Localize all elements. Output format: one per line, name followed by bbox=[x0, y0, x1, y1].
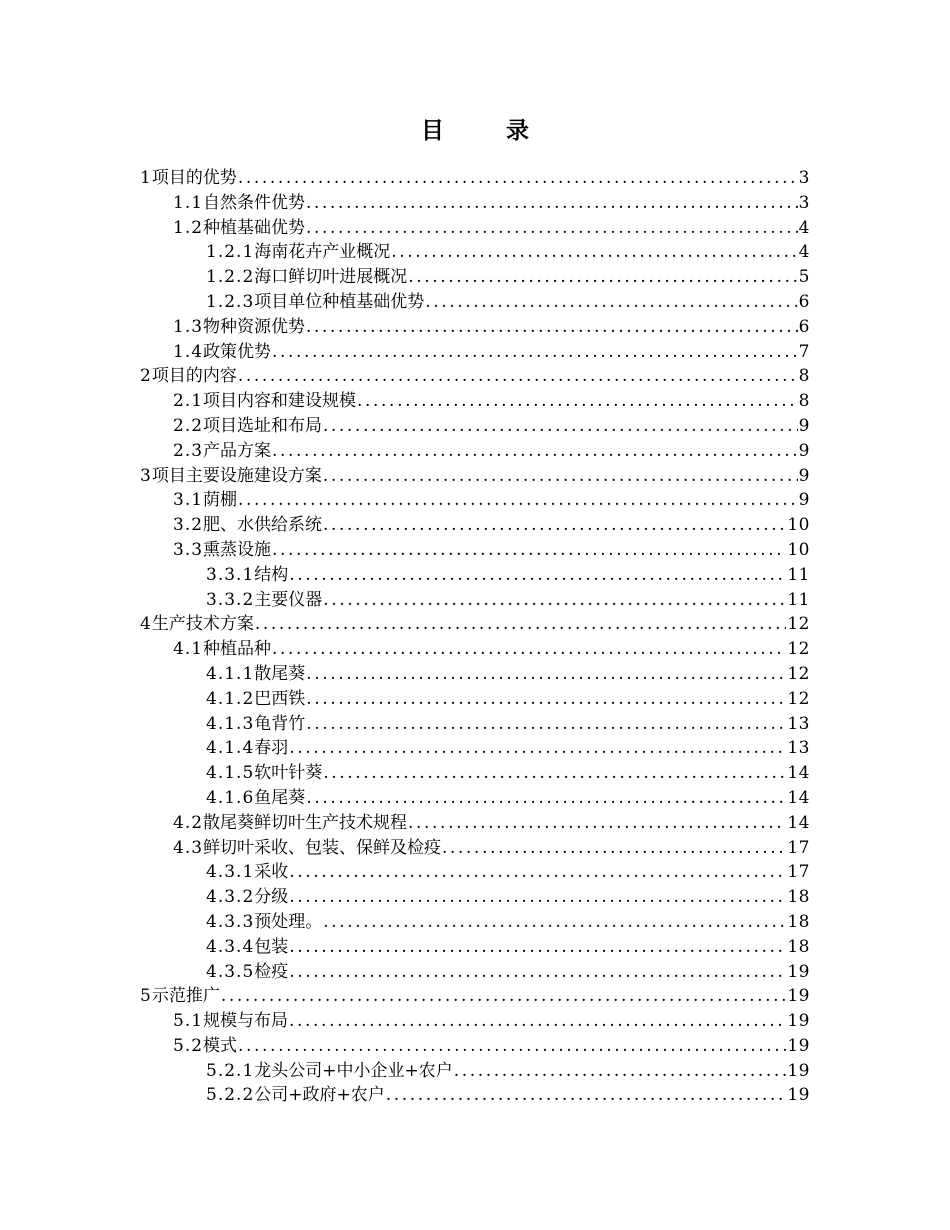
toc-entry-label: 巴西铁 bbox=[254, 688, 306, 709]
toc-entry[interactable] bbox=[140, 712, 810, 737]
toc-entry-label: 软叶针葵 bbox=[254, 763, 323, 784]
toc-entry[interactable] bbox=[140, 637, 810, 662]
toc-entry-page-number: 8 bbox=[798, 391, 810, 412]
toc-entry-number: 3.1 bbox=[173, 490, 204, 511]
toc-entry-label: 熏蒸设施 bbox=[203, 539, 272, 560]
toc-entry-label: 模式 bbox=[203, 1035, 238, 1056]
toc-entry-number: 2 bbox=[140, 366, 152, 387]
toc-entry-label: 种植品种 bbox=[203, 639, 272, 660]
toc-dot-leader bbox=[408, 265, 797, 290]
toc-entry-number: 5.1 bbox=[173, 1011, 204, 1032]
toc-entry-label: 项目的内容 bbox=[151, 366, 237, 387]
toc-dot-leader bbox=[323, 761, 786, 786]
toc-entry-number: 1.3 bbox=[173, 316, 204, 337]
toc-dot-leader bbox=[408, 811, 786, 836]
toc-entry-label: 分级 bbox=[254, 887, 289, 908]
toc-entry-number: 4.3.1 bbox=[206, 862, 255, 883]
toc-entry-page-number: 14 bbox=[787, 812, 810, 833]
toc-entry-number: 1.2.3 bbox=[206, 291, 255, 312]
toc-entry-page-number: 19 bbox=[787, 961, 810, 982]
toc-dot-leader bbox=[238, 488, 798, 513]
toc-entry-page-number: 11 bbox=[787, 589, 810, 610]
toc-dot-leader bbox=[323, 910, 786, 935]
toc-dot-leader bbox=[238, 166, 798, 191]
toc-entry-label: 示范推广 bbox=[151, 986, 220, 1007]
toc-entry-page-number: 9 bbox=[798, 465, 810, 486]
toc-entry-label: 荫棚 bbox=[203, 490, 238, 511]
toc-entry-page-number: 10 bbox=[787, 515, 810, 536]
toc-entry-number: 4.1.2 bbox=[206, 688, 255, 709]
toc-entry[interactable] bbox=[140, 513, 810, 538]
toc-entry[interactable] bbox=[140, 265, 810, 290]
toc-entry-label: 鲜切叶采收、包装、保鲜及检疫 bbox=[203, 837, 442, 858]
toc-entry-page-number: 17 bbox=[787, 837, 810, 858]
toc-entry-page-number: 18 bbox=[787, 936, 810, 957]
toc-entry-number: 5.2.2 bbox=[206, 1085, 255, 1106]
toc-entry[interactable] bbox=[140, 464, 810, 489]
toc-dot-leader bbox=[221, 984, 787, 1009]
toc-entry[interactable] bbox=[140, 836, 810, 861]
toc-entry-number: 4.3.3 bbox=[206, 911, 255, 932]
toc-entry-page-number: 6 bbox=[798, 291, 810, 312]
toc-dot-leader bbox=[306, 315, 798, 340]
toc-entry-label: 公司+政府+农户 bbox=[254, 1085, 385, 1106]
toc-entry-number: 5.2.1 bbox=[206, 1060, 255, 1081]
toc-dot-leader bbox=[442, 836, 786, 861]
toc-entry-label: 政策优势 bbox=[203, 341, 272, 362]
toc-entry-number: 5 bbox=[140, 986, 152, 1007]
toc-entry-number: 4.1 bbox=[173, 639, 204, 660]
toc-entry-label: 产品方案 bbox=[203, 440, 272, 461]
toc-entry-number: 3 bbox=[140, 465, 152, 486]
toc-entry[interactable] bbox=[140, 1034, 810, 1059]
toc-entry[interactable] bbox=[140, 984, 810, 1009]
toc-entry-number: 3.3.1 bbox=[206, 564, 255, 585]
toc-entry-page-number: 13 bbox=[787, 713, 810, 734]
toc-dot-leader bbox=[306, 216, 798, 241]
toc-dot-leader bbox=[323, 513, 786, 538]
toc-dot-leader bbox=[238, 364, 798, 389]
toc-dot-leader bbox=[289, 860, 786, 885]
toc-entry-page-number: 4 bbox=[798, 242, 810, 263]
toc-entry-label: 项目单位种植基础优势 bbox=[254, 291, 425, 312]
toc-entry-page-number: 9 bbox=[798, 415, 810, 436]
toc-entry-page-number: 18 bbox=[787, 911, 810, 932]
toc-entry-page-number: 10 bbox=[787, 539, 810, 560]
toc-entry-number: 3.3 bbox=[173, 539, 204, 560]
toc-entry-label: 龟背竹 bbox=[254, 713, 306, 734]
toc-dot-leader bbox=[289, 960, 786, 985]
toc-entry-page-number: 13 bbox=[787, 738, 810, 759]
title-char-1: 目 bbox=[421, 118, 444, 144]
toc-entry-label: 项目选址和布局 bbox=[203, 415, 323, 436]
toc-entry-number: 3.2 bbox=[173, 515, 204, 536]
toc-entry[interactable] bbox=[140, 786, 810, 811]
toc-entry-page-number: 9 bbox=[798, 440, 810, 461]
toc-entry-page-number: 17 bbox=[787, 862, 810, 883]
toc-entry-number: 4.3 bbox=[173, 837, 204, 858]
toc-entry-label: 海南花卉产业概况 bbox=[254, 242, 391, 263]
toc-dot-leader bbox=[323, 588, 786, 613]
toc-dot-leader bbox=[289, 1009, 786, 1034]
toc-entry-label: 结构 bbox=[254, 564, 289, 585]
toc-entry-number: 1.2.1 bbox=[206, 242, 255, 263]
toc-entry[interactable] bbox=[140, 1059, 810, 1084]
toc-entry[interactable] bbox=[140, 761, 810, 786]
toc-entry-page-number: 4 bbox=[798, 217, 810, 238]
toc-entry[interactable] bbox=[140, 364, 810, 389]
toc-dot-leader bbox=[289, 563, 786, 588]
toc-entry-number: 4.1.6 bbox=[206, 787, 255, 808]
toc-entry-number: 4.1.4 bbox=[206, 738, 255, 759]
toc-dot-leader bbox=[306, 662, 786, 687]
toc-dot-leader bbox=[289, 736, 786, 761]
page-title bbox=[0, 112, 950, 145]
toc-entry[interactable] bbox=[140, 290, 810, 315]
toc-entry[interactable] bbox=[140, 240, 810, 265]
toc-dot-leader bbox=[454, 1059, 787, 1084]
toc-entry-number: 4 bbox=[140, 614, 152, 635]
toc-entry-label: 主要仪器 bbox=[254, 589, 323, 610]
toc-entry-page-number: 3 bbox=[798, 168, 810, 188]
toc-entry[interactable] bbox=[140, 315, 810, 340]
toc-entry-label: 肥、水供给系统 bbox=[203, 515, 323, 536]
toc-entry[interactable] bbox=[140, 538, 810, 563]
toc-entry-label: 自然条件优势 bbox=[203, 192, 306, 213]
toc-entry-page-number: 5 bbox=[798, 267, 810, 288]
toc-entry[interactable] bbox=[140, 191, 810, 216]
toc-dot-leader bbox=[272, 637, 786, 662]
toc-entry[interactable] bbox=[140, 860, 810, 885]
toc-entry[interactable] bbox=[140, 488, 810, 513]
toc-dot-leader bbox=[306, 786, 786, 811]
title-char-2: 录 bbox=[506, 118, 529, 144]
toc-entry-label: 春羽 bbox=[254, 738, 289, 759]
toc-entry-label: 预处理。 bbox=[254, 911, 323, 932]
toc-entry[interactable] bbox=[140, 960, 810, 985]
toc-entry-page-number: 8 bbox=[798, 366, 810, 387]
toc-entry-label: 项目的优势 bbox=[151, 168, 237, 188]
toc-entry[interactable] bbox=[140, 439, 810, 464]
toc-entry[interactable] bbox=[140, 935, 810, 960]
toc-entry-label: 物种资源优势 bbox=[203, 316, 306, 337]
toc-entry-number: 4.3.5 bbox=[206, 961, 255, 982]
toc-dot-leader bbox=[272, 340, 798, 365]
toc-entry-label: 采收 bbox=[254, 862, 289, 883]
toc-entry[interactable] bbox=[140, 1009, 810, 1034]
toc-entry-number: 1.2.2 bbox=[206, 267, 255, 288]
toc-entry-number: 1.2 bbox=[173, 217, 204, 238]
toc-dot-leader bbox=[386, 1083, 787, 1108]
toc-entry-number: 5.2 bbox=[173, 1035, 204, 1056]
toc-entry-page-number: 19 bbox=[787, 1085, 810, 1106]
toc-dot-leader bbox=[272, 538, 786, 563]
toc-entry[interactable] bbox=[140, 389, 810, 414]
toc-entry-label: 鱼尾葵 bbox=[254, 787, 306, 808]
toc-entry-label: 包装 bbox=[254, 936, 289, 957]
toc-entry[interactable] bbox=[140, 612, 810, 637]
toc-entry-page-number: 14 bbox=[787, 787, 810, 808]
toc-dot-leader bbox=[323, 464, 798, 489]
toc-entry-number: 1 bbox=[140, 168, 152, 188]
toc-entry-number: 2.1 bbox=[173, 391, 204, 412]
toc-entry[interactable] bbox=[140, 1083, 810, 1108]
toc-entry-page-number: 19 bbox=[787, 1011, 810, 1032]
toc-entry-label: 海口鲜切叶进展概况 bbox=[254, 267, 408, 288]
toc-entry[interactable] bbox=[140, 811, 810, 836]
toc-entry-page-number: 19 bbox=[787, 986, 810, 1007]
toc-entry[interactable] bbox=[140, 340, 810, 365]
toc-entry-page-number: 6 bbox=[798, 316, 810, 337]
toc-dot-leader bbox=[425, 290, 797, 315]
toc-entry-number: 4.3.2 bbox=[206, 887, 255, 908]
toc-entry-number: 2.2 bbox=[173, 415, 204, 436]
toc-entry-page-number: 9 bbox=[798, 490, 810, 511]
toc-entry-page-number: 12 bbox=[787, 614, 810, 635]
toc-dot-leader bbox=[238, 1034, 786, 1059]
toc-entry-number: 4.1.1 bbox=[206, 663, 255, 684]
table-of-contents bbox=[140, 166, 810, 1108]
toc-entry-page-number: 12 bbox=[787, 663, 810, 684]
toc-entry-page-number: 11 bbox=[787, 564, 810, 585]
toc-entry-number: 4.3.4 bbox=[206, 936, 255, 957]
toc-entry-label: 散尾葵鲜切叶生产技术规程 bbox=[203, 812, 408, 833]
toc-entry-page-number: 12 bbox=[787, 639, 810, 660]
toc-entry-number: 3.3.2 bbox=[206, 589, 255, 610]
toc-entry-page-number: 3 bbox=[798, 192, 810, 213]
toc-dot-leader bbox=[306, 687, 786, 712]
toc-entry[interactable] bbox=[140, 414, 810, 439]
toc-dot-leader bbox=[289, 935, 786, 960]
toc-dot-leader bbox=[357, 389, 798, 414]
toc-entry-page-number: 19 bbox=[787, 1060, 810, 1081]
toc-entry-label: 项目主要设施建设方案 bbox=[151, 465, 322, 486]
toc-dot-leader bbox=[306, 191, 798, 216]
toc-entry-number: 2.3 bbox=[173, 440, 204, 461]
toc-dot-leader bbox=[272, 439, 798, 464]
toc-entry-number: 4.1.5 bbox=[206, 763, 255, 784]
toc-entry[interactable] bbox=[140, 166, 810, 191]
toc-entry[interactable] bbox=[140, 588, 810, 613]
toc-dot-leader bbox=[255, 612, 787, 637]
toc-entry-label: 生产技术方案 bbox=[151, 614, 254, 635]
toc-entry-page-number: 7 bbox=[798, 341, 810, 362]
toc-entry-number: 1.1 bbox=[173, 192, 204, 213]
toc-entry-page-number: 14 bbox=[787, 763, 810, 784]
toc-entry[interactable] bbox=[140, 885, 810, 910]
toc-dot-leader bbox=[306, 712, 786, 737]
toc-entry[interactable] bbox=[140, 563, 810, 588]
toc-entry-page-number: 18 bbox=[787, 887, 810, 908]
toc-dot-leader bbox=[391, 240, 797, 265]
toc-entry-number: 4.2 bbox=[173, 812, 204, 833]
toc-entry-label: 项目内容和建设规模 bbox=[203, 391, 357, 412]
toc-entry-page-number: 19 bbox=[787, 1035, 810, 1056]
toc-dot-leader bbox=[323, 414, 798, 439]
toc-entry-label: 种植基础优势 bbox=[203, 217, 306, 238]
toc-entry[interactable] bbox=[140, 687, 810, 712]
toc-entry-label: 规模与布局 bbox=[203, 1011, 289, 1032]
toc-entry[interactable] bbox=[140, 910, 810, 935]
toc-entry-label: 龙头公司+中小企业+农户 bbox=[254, 1060, 453, 1081]
toc-entry[interactable] bbox=[140, 216, 810, 241]
toc-entry-number: 1.4 bbox=[173, 341, 204, 362]
toc-entry-label: 散尾葵 bbox=[254, 663, 306, 684]
toc-dot-leader bbox=[289, 885, 786, 910]
toc-entry[interactable] bbox=[140, 662, 810, 687]
toc-entry-label: 检疫 bbox=[254, 961, 289, 982]
toc-entry-number: 4.1.3 bbox=[206, 713, 255, 734]
toc-entry-page-number: 12 bbox=[787, 688, 810, 709]
toc-entry[interactable] bbox=[140, 736, 810, 761]
